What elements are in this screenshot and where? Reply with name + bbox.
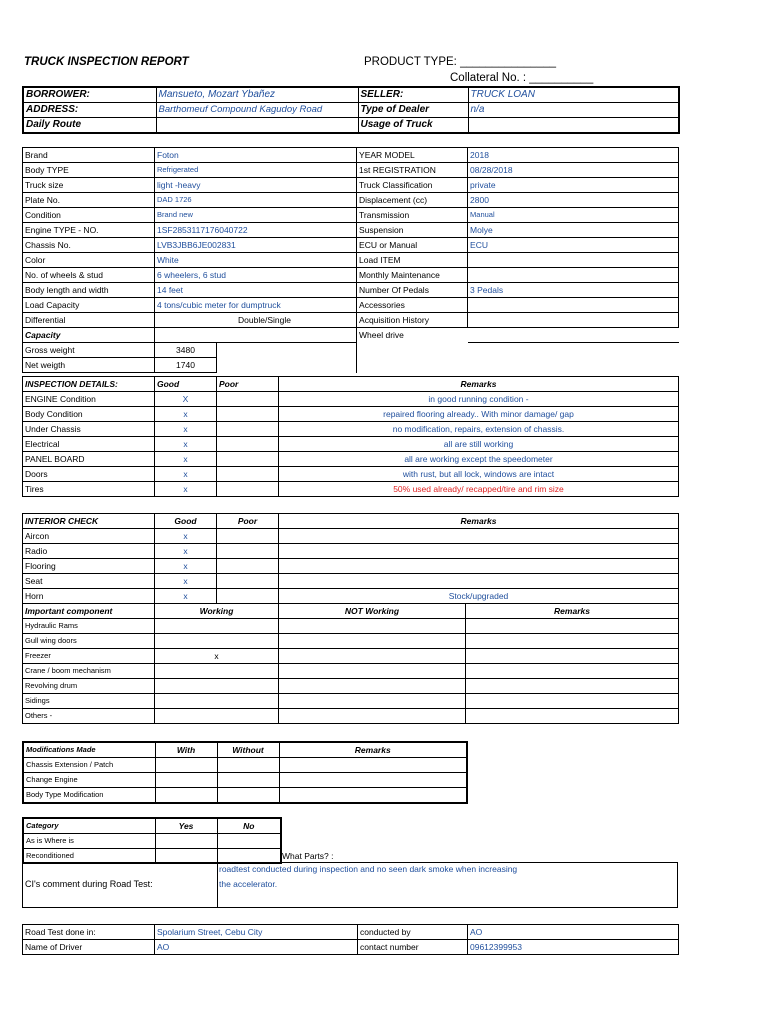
interior-table bbox=[22, 513, 679, 724]
spec-value bbox=[468, 313, 679, 328]
usage-label: Usage of Truck bbox=[358, 118, 468, 134]
spec-label: Load Capacity bbox=[23, 298, 155, 313]
remark bbox=[279, 559, 679, 574]
table-row bbox=[23, 452, 679, 467]
comment-box bbox=[22, 862, 678, 908]
component-item: Crane / boom mechanism bbox=[23, 664, 155, 679]
roadtest-label: Road Test done in: bbox=[23, 925, 155, 940]
table-row bbox=[23, 758, 467, 773]
spec-value: White bbox=[155, 253, 357, 268]
table-row bbox=[23, 407, 679, 422]
table-row bbox=[23, 482, 679, 497]
collateral-no: Collateral No. : __________ bbox=[450, 72, 594, 84]
spec-row bbox=[23, 223, 679, 238]
gross-weight-label: Gross weight bbox=[23, 343, 155, 358]
component-item: Hydraulic Rams bbox=[23, 619, 155, 634]
comment-line-2: the accelerator. bbox=[219, 879, 278, 889]
dealer-value: n/a bbox=[468, 103, 679, 118]
table-row bbox=[23, 634, 679, 649]
roadtest-table bbox=[22, 924, 679, 955]
component-item: Freezer bbox=[23, 649, 155, 664]
good-mark: x bbox=[155, 559, 217, 574]
contact-label: contact number bbox=[358, 940, 468, 955]
table-row bbox=[23, 619, 679, 634]
not-working-header: NOT Working bbox=[279, 604, 466, 619]
spec-value: 3 Pedals bbox=[468, 283, 679, 298]
spec-value: 2018 bbox=[468, 148, 679, 163]
good-mark: x bbox=[155, 437, 217, 452]
spec-value: 6 wheelers, 6 stud bbox=[155, 268, 357, 283]
conducted-by-label: conducted by bbox=[358, 925, 468, 940]
spec-value: private bbox=[468, 178, 679, 193]
spec-value: 4 tons/cubic meter for dumptruck bbox=[155, 298, 357, 313]
spec-label: Body TYPE bbox=[23, 163, 155, 178]
poor-mark bbox=[217, 467, 279, 482]
spec-label: Differential bbox=[23, 313, 155, 328]
good-mark: x bbox=[155, 422, 217, 437]
spec-value: light -heavy bbox=[155, 178, 357, 193]
inspection-item: ENGINE Condition bbox=[23, 392, 155, 407]
route-value bbox=[156, 118, 358, 134]
spec-value: Manual bbox=[468, 208, 679, 223]
inspection-table bbox=[22, 376, 679, 497]
seller-value: TRUCK LOAN bbox=[468, 87, 679, 103]
net-weight-value: 1740 bbox=[155, 358, 217, 373]
borrower-label: BORROWER: bbox=[23, 87, 156, 103]
inspection-item: Under Chassis bbox=[23, 422, 155, 437]
inspection-header: INSPECTION DETAILS: bbox=[23, 377, 155, 392]
table-row bbox=[23, 694, 679, 709]
spec-label: Transmission bbox=[357, 208, 468, 223]
spec-row bbox=[23, 283, 679, 298]
net-weight-label: Net weigth bbox=[23, 358, 155, 373]
spec-value: 1SF2853117176040722 bbox=[155, 223, 357, 238]
borrower-table bbox=[22, 86, 680, 134]
wheel-drive-label: Wheel drive bbox=[359, 330, 404, 341]
remark: no modification, repairs, extension of chassis. bbox=[279, 422, 679, 437]
category-header: Category bbox=[23, 818, 155, 834]
remark bbox=[279, 544, 679, 559]
good-mark: x bbox=[155, 452, 217, 467]
spec-value: DAD 1726 bbox=[155, 193, 357, 208]
category-table bbox=[22, 817, 282, 864]
good-mark: X bbox=[155, 392, 217, 407]
spec-label: Truck size bbox=[23, 178, 155, 193]
interior-item: Flooring bbox=[23, 559, 155, 574]
no-header: No bbox=[217, 818, 281, 834]
inspection-item: Doors bbox=[23, 467, 155, 482]
spec-label: Body length and width bbox=[23, 283, 155, 298]
poor-mark bbox=[217, 392, 279, 407]
contact-value: 09612399953 bbox=[468, 940, 679, 955]
table-row bbox=[23, 649, 679, 664]
working-mark bbox=[155, 709, 279, 724]
spec-value: Molye bbox=[468, 223, 679, 238]
spec-label: Displacement (cc) bbox=[357, 193, 468, 208]
remark: all are still working bbox=[279, 437, 679, 452]
good-mark: x bbox=[155, 544, 217, 559]
poor-mark bbox=[217, 482, 279, 497]
with-header: With bbox=[155, 742, 217, 758]
spec-label: Brand bbox=[23, 148, 155, 163]
spec-value: 14 feet bbox=[155, 283, 357, 298]
spec-label: ECU or Manual bbox=[357, 238, 468, 253]
table-row bbox=[23, 437, 679, 452]
spec-label: Color bbox=[23, 253, 155, 268]
spec-label: Chassis No. bbox=[23, 238, 155, 253]
poor-mark bbox=[217, 422, 279, 437]
remark: repaired flooring already.. With minor damage/ gap bbox=[279, 407, 679, 422]
good-mark: x bbox=[155, 467, 217, 482]
spec-row bbox=[23, 313, 679, 328]
conducted-by-value: AO bbox=[468, 925, 679, 940]
table-row bbox=[23, 529, 679, 544]
report-title: TRUCK INSPECTION REPORT bbox=[24, 56, 189, 68]
good-mark: x bbox=[155, 589, 217, 604]
working-mark bbox=[155, 619, 279, 634]
table-row bbox=[23, 773, 467, 788]
component-item: Others - bbox=[23, 709, 155, 724]
comment-line-1: roadtest conducted during inspection and no seen dark smoke when increasing bbox=[219, 864, 518, 874]
working-mark bbox=[155, 679, 279, 694]
spec-row bbox=[23, 238, 679, 253]
component-item: Revolving drum bbox=[23, 679, 155, 694]
spec-label: YEAR MODEL bbox=[357, 148, 468, 163]
comment-label: CI's comment during Road Test: bbox=[25, 879, 153, 889]
good-mark: x bbox=[155, 407, 217, 422]
product-type: PRODUCT TYPE: _______________ bbox=[364, 56, 557, 68]
spec-value: Double/Single bbox=[155, 313, 357, 328]
spec-label: Number Of Pedals bbox=[357, 283, 468, 298]
specs-table bbox=[22, 147, 679, 373]
remark: with rust, but all lock, windows are intact bbox=[279, 467, 679, 482]
good-header: Good bbox=[155, 514, 217, 529]
table-row bbox=[23, 422, 679, 437]
table-row bbox=[23, 679, 679, 694]
poor-header: Poor bbox=[217, 377, 279, 392]
inspection-item: PANEL BOARD bbox=[23, 452, 155, 467]
table-row bbox=[23, 559, 679, 574]
spec-value: LVB3JBB6JE002831 bbox=[155, 238, 357, 253]
spec-label: No. of wheels & stud bbox=[23, 268, 155, 283]
good-header: Good bbox=[155, 377, 217, 392]
remark: Stock/upgraded bbox=[279, 589, 679, 604]
spec-value: 08/28/2018 bbox=[468, 163, 679, 178]
without-header: Without bbox=[217, 742, 279, 758]
spec-row bbox=[23, 268, 679, 283]
working-mark: x bbox=[155, 649, 279, 664]
spec-value: Brand new bbox=[155, 208, 357, 223]
poor-mark bbox=[217, 452, 279, 467]
remark: all are working except the speedometer bbox=[279, 452, 679, 467]
driver-label: Name of Driver bbox=[23, 940, 155, 955]
interior-header: INTERIOR CHECK bbox=[23, 514, 155, 529]
driver-value: AO bbox=[155, 940, 358, 955]
inspection-item: Electrical bbox=[23, 437, 155, 452]
interior-item: Seat bbox=[23, 574, 155, 589]
category-item: Reconditioned bbox=[23, 849, 155, 864]
table-row bbox=[23, 788, 467, 804]
poor-mark bbox=[217, 407, 279, 422]
spec-label: Load ITEM bbox=[357, 253, 468, 268]
remark: in good running condition - bbox=[279, 392, 679, 407]
table-row bbox=[23, 544, 679, 559]
spec-value bbox=[468, 268, 679, 283]
route-label: Daily Route bbox=[23, 118, 156, 134]
working-mark bbox=[155, 664, 279, 679]
spec-row bbox=[23, 148, 679, 163]
remarks-header: Remarks bbox=[279, 377, 679, 392]
working-header: Working bbox=[155, 604, 279, 619]
remark: 50% used already/ recapped/tire and rim size bbox=[279, 482, 679, 497]
spec-row bbox=[23, 178, 679, 193]
remarks-header: Remarks bbox=[279, 514, 679, 529]
spec-row bbox=[23, 193, 679, 208]
spec-label: Suspension bbox=[357, 223, 468, 238]
dealer-label: Type of Dealer bbox=[358, 103, 468, 118]
gross-weight-value: 3480 bbox=[155, 343, 217, 358]
working-mark bbox=[155, 694, 279, 709]
poor-header: Poor bbox=[217, 514, 279, 529]
borrower-value: Mansueto, Mozart Ybañez bbox=[156, 87, 358, 103]
address-value: Barthomeuf Compound Kagudoy Road bbox=[156, 103, 358, 118]
spec-label: Condition bbox=[23, 208, 155, 223]
spec-value: Foton bbox=[155, 148, 357, 163]
inspection-item: Tires bbox=[23, 482, 155, 497]
spec-label: Acquisition History bbox=[357, 313, 468, 328]
table-row bbox=[23, 664, 679, 679]
inspection-item: Body Condition bbox=[23, 407, 155, 422]
remark bbox=[279, 574, 679, 589]
modifications-header: Modifications Made bbox=[23, 742, 155, 758]
component-header: Important component bbox=[23, 604, 155, 619]
spec-label: Monthly Maintenance bbox=[357, 268, 468, 283]
poor-mark bbox=[217, 437, 279, 452]
category-item: As is Where is bbox=[23, 834, 155, 849]
spec-value: ECU bbox=[468, 238, 679, 253]
interior-item: Radio bbox=[23, 544, 155, 559]
component-item: Gull wing doors bbox=[23, 634, 155, 649]
table-row bbox=[23, 574, 679, 589]
good-mark: x bbox=[155, 482, 217, 497]
spec-label: Truck Classification bbox=[357, 178, 468, 193]
remark bbox=[279, 529, 679, 544]
spec-row bbox=[23, 298, 679, 313]
component-item: Sidings bbox=[23, 694, 155, 709]
remarks-header: Remarks bbox=[466, 604, 679, 619]
spec-row bbox=[23, 208, 679, 223]
working-mark bbox=[155, 634, 279, 649]
table-row bbox=[23, 392, 679, 407]
capacity-label: Capacity bbox=[23, 328, 155, 343]
table-row bbox=[23, 467, 679, 482]
interior-item: Aircon bbox=[23, 529, 155, 544]
spec-row bbox=[23, 163, 679, 178]
table-row bbox=[23, 709, 679, 724]
what-parts-label: What Parts? : bbox=[282, 851, 334, 861]
good-mark: x bbox=[155, 574, 217, 589]
interior-item: Horn bbox=[23, 589, 155, 604]
modification-item: Change Engine bbox=[23, 773, 155, 788]
remarks-header: Remarks bbox=[279, 742, 467, 758]
spec-row bbox=[23, 253, 679, 268]
spec-value: Refrigerated bbox=[155, 163, 357, 178]
modification-item: Chassis Extension / Patch bbox=[23, 758, 155, 773]
address-label: ADDRESS: bbox=[23, 103, 156, 118]
roadtest-value: Spolarium Street, Cebu City bbox=[155, 925, 358, 940]
spec-label: Accessories bbox=[357, 298, 468, 313]
yes-header: Yes bbox=[155, 818, 217, 834]
spec-label: Engine TYPE - NO. bbox=[23, 223, 155, 238]
modifications-table bbox=[22, 741, 468, 804]
table-row bbox=[23, 589, 679, 604]
spec-label: 1st REGISTRATION bbox=[357, 163, 468, 178]
spec-value bbox=[468, 298, 679, 313]
modification-item: Body Type Modification bbox=[23, 788, 155, 804]
table-row bbox=[23, 834, 281, 849]
seller-label: SELLER: bbox=[358, 87, 468, 103]
usage-value bbox=[468, 118, 679, 134]
spec-label: Plate No. bbox=[23, 193, 155, 208]
good-mark: x bbox=[155, 529, 217, 544]
spec-value: 2800 bbox=[468, 193, 679, 208]
spec-value bbox=[468, 253, 679, 268]
